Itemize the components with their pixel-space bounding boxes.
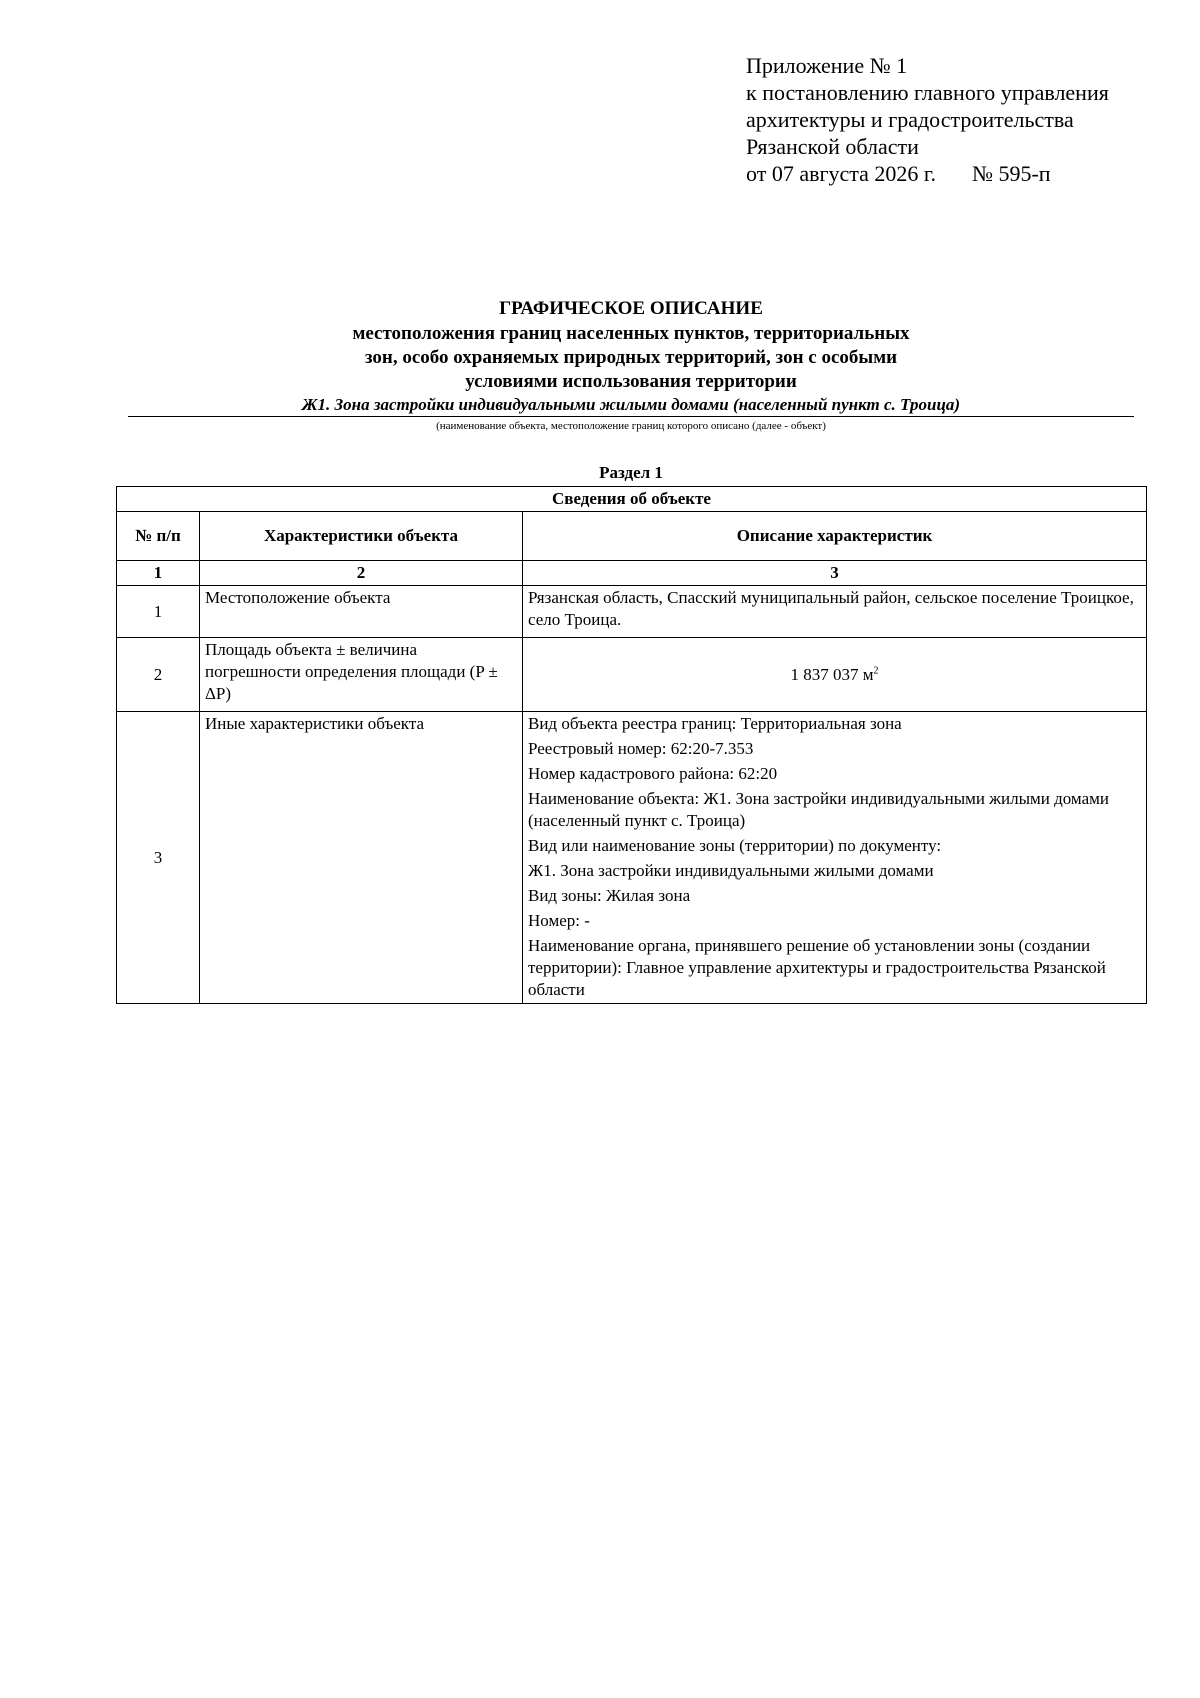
row-area-value-cell [523,638,1147,712]
description-line: Вид или наименование зоны (территории) по документу: [528,836,942,855]
description-line: Номер: - [528,911,590,930]
row-characteristic: Иные характеристики объекта [200,712,523,1004]
table-title-row [117,487,1147,512]
document-title: ГРАФИЧЕСКОЕ ОПИСАНИЕ [499,298,763,319]
area-unit-exponent: 2 [873,664,879,676]
document-title-block [128,296,1134,434]
row-description [523,586,1147,638]
column-index: 2 [200,561,523,586]
table-title: Сведения об объекте [117,487,1147,512]
column-index-row [117,561,1147,586]
appendix-header [746,52,1109,187]
description-line: Наименование объекта: Ж1. Зона застройки индивидуальными жилыми домами (населенный пункт с. Троица) [528,789,1109,830]
table-row [117,712,1147,1004]
description-line: Реестровый номер: 62:20-7.353 [528,739,754,758]
description-line: Наименование органа, принявшего решение об установлении зоны (создании территории): Главное управление архитектуры и градостроительства Рязанской области [528,936,1106,999]
appendix-line: архитектуры и градостроительства [746,107,1074,132]
description-line: Рязанская область, Спасский муниципальный район, сельское поселение Троицкое, село Троица. [528,588,1134,629]
object-info-table [116,486,1147,1004]
description-line: Номер кадастрового района: 62:20 [528,764,778,783]
area-value: 1 837 037 м [790,664,874,684]
header-characteristics: Характеристики объекта [200,512,523,561]
appendix-date-line [746,160,1109,187]
table-header-row [117,512,1147,561]
document-subtitle-line: зон, особо охраняемых природных территорий, зон с особыми [364,347,898,368]
header-description: Описание характеристик [523,512,1147,561]
appendix-line: к постановлению главного управления [746,80,1109,105]
appendix-line: Рязанской области [746,134,919,159]
object-name-caption: (наименование объекта, местоположение границ которого описано (далее - объект) [436,420,826,432]
appendix-date: от 07 августа 2026 г. [746,161,936,186]
row-num: 3 [117,712,200,1004]
document-subtitle-line: местоположения границ населенных пунктов, территориальных [352,323,910,344]
table-row [117,638,1147,712]
row-characteristic: Местоположение объекта [200,586,523,638]
row-description [523,712,1147,1004]
header-num: № п/п [117,512,200,561]
table-row [117,586,1147,638]
row-num: 2 [117,638,200,712]
appendix-number: № 595-п [971,161,1051,186]
row-num: 1 [117,586,200,638]
document-subtitle-line: условиями использования территории [465,371,797,392]
row-characteristic: Площадь объекта ± величина погрешности определения площади (P ± ΔP) [200,638,523,712]
object-name: Ж1. Зона застройки индивидуальными жилыми домами (населенный пункт с. Троица) [128,394,1134,417]
column-index: 3 [523,561,1147,586]
column-index: 1 [117,561,200,586]
section-title: Раздел 1 [599,463,663,482]
description-line: Ж1. Зона застройки индивидуальными жилыми домами [528,861,934,880]
appendix-line: Приложение № 1 [746,53,908,78]
description-line: Вид объекта реестра границ: Территориальная зона [528,714,902,733]
description-line: Вид зоны: Жилая зона [528,886,691,905]
